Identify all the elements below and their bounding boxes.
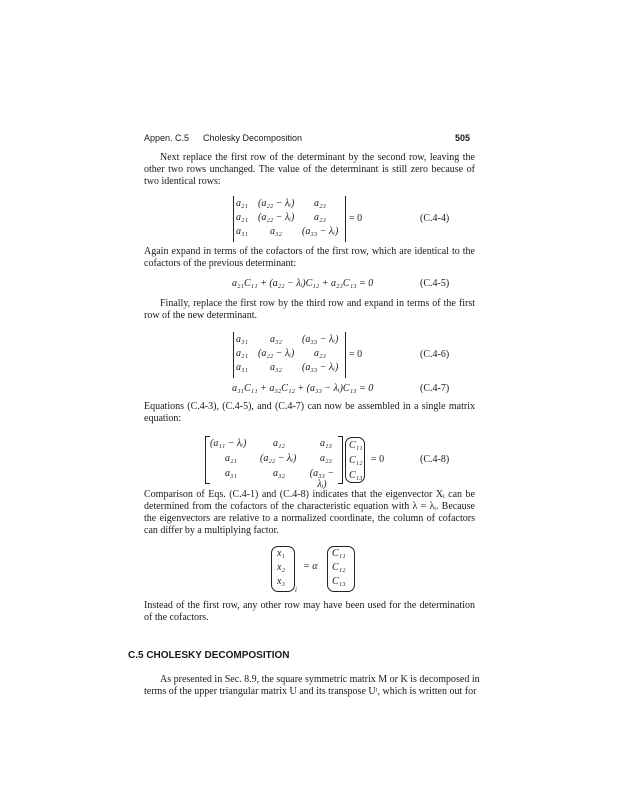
- text-line: Comparison of Eqs. (C.4-1) and (C.4-8) indicates that the eigenvector Xᵢ can be: [144, 489, 475, 500]
- subscript: i: [295, 586, 297, 594]
- text-line: row of the new determinant.: [144, 310, 258, 321]
- page-number: 505: [455, 133, 471, 143]
- equation-c4-5: a₂₁C₁₁ + (a₂₂ − λᵢ)C₁₂ + a₂₃C₁₃ = 0: [232, 278, 374, 289]
- vector-cell: x₂: [277, 562, 285, 573]
- right-bracket: [338, 436, 343, 484]
- text-line: determined from the cofactors of the characteristic equation with λ = λᵢ. Because: [144, 501, 475, 512]
- text-line: Finally, replace the first row by the third row and expand in terms of the first: [160, 298, 475, 309]
- matrix-cell: a₃₂: [273, 468, 285, 479]
- vector-cell: C₁₂: [349, 455, 363, 466]
- equals-zero: = 0: [349, 349, 363, 360]
- matrix-cell: (a₂₂ − λᵢ): [258, 348, 295, 359]
- matrix-cell: (a₃₃ − λᵢ): [302, 334, 339, 345]
- matrix-cell: a₃₁: [225, 468, 237, 479]
- text-line: Next replace the first row of the determinant by the second row, leaving the: [160, 152, 475, 163]
- matrix-cell: a₃₂: [270, 362, 282, 373]
- matrix-cell: (a₃₃ − λᵢ): [302, 226, 339, 237]
- equation-label: (C.4-6): [420, 349, 450, 360]
- vector-cell: C₁₃: [349, 470, 363, 481]
- equals-alpha: = α: [303, 561, 318, 572]
- matrix-cell: a₂₃: [320, 453, 332, 464]
- matrix-cell: (a₂₂ − λᵢ): [260, 453, 297, 464]
- matrix-cell: (a₂₂ − λᵢ): [258, 198, 295, 209]
- determinant: [233, 332, 346, 378]
- matrix-cell: a₂₁: [236, 212, 248, 223]
- running-header-section: Appen. C.5: [144, 133, 190, 143]
- equals-zero: = 0: [349, 213, 363, 224]
- matrix-cell: a₃₁: [236, 362, 248, 373]
- text-line: of the cofactors.: [144, 612, 209, 623]
- vector-cell: x₃: [277, 576, 285, 587]
- equation-label: (C.4-8): [420, 454, 450, 465]
- text-line: cofactors of the previous determinant:: [144, 258, 297, 269]
- matrix-cell: a₂₃: [314, 212, 326, 223]
- running-header-title: Cholesky Decomposition: [203, 133, 303, 143]
- section-heading: C.5 CHOLESKY DECOMPOSITION: [128, 650, 290, 661]
- matrix-cell: a₃₂: [270, 334, 282, 345]
- matrix-cell: a₁₂: [273, 438, 285, 449]
- text-line: As presented in Sec. 8.9, the square symmetric matrix M or K is decomposed in: [160, 674, 480, 685]
- vector-cell: C₁₂: [332, 562, 346, 573]
- equation-label: (C.4-7): [420, 383, 450, 394]
- text-line: other two rows unchanged. The value of the determinant is still zero because of: [144, 164, 475, 175]
- matrix-cell: (a₂₂ − λᵢ): [258, 212, 295, 223]
- text-line: two identical rows:: [144, 176, 221, 187]
- vector-cell: C₁₁: [349, 440, 363, 451]
- equals-zero: = 0: [371, 454, 385, 465]
- matrix-cell: a₁₃: [320, 438, 332, 449]
- equation-label: (C.4-4): [420, 213, 450, 224]
- cofactor-vector: [349, 438, 363, 483]
- text-line: can differ by a multiplying factor.: [144, 525, 279, 536]
- matrix-cell: a₂₃: [314, 348, 326, 359]
- text-line: equation:: [144, 413, 182, 424]
- text-line: Again expand in terms of the cofactors of the first row, which are identical to the: [144, 246, 475, 257]
- text-line: Equations (C.4-3), (C.4-5), and (C.4-7) can now be assembled in a single matrix: [144, 401, 475, 412]
- matrix-cell: a₂₁: [236, 198, 248, 209]
- vector-cell: C₁₁: [332, 548, 346, 559]
- matrix-cell: (a₁₁ − λᵢ): [210, 438, 247, 449]
- equation-c4-7: a₃₁C₁₁ + a₃₂C₁₂ + (a₃₃ − λᵢ)C₁₃ = 0: [232, 383, 374, 394]
- determinant: [233, 196, 346, 242]
- matrix-cell: (a₃₃ − λᵢ): [309, 468, 335, 490]
- equation-label: (C.4-5): [420, 278, 450, 289]
- text-line: terms of the upper triangular matrix U and its transpose Uᵗ, which is written out for: [144, 686, 477, 697]
- matrix-cell: a₃₁: [236, 334, 248, 345]
- matrix-cell: a₂₁: [236, 348, 248, 359]
- matrix-cell: (a₃₃ − λᵢ): [302, 362, 339, 373]
- text-line: Instead of the first row, any other row may have been used for the determination: [144, 600, 475, 611]
- matrix-cell: a₂₃: [314, 198, 326, 209]
- matrix-cell: a₃₁: [236, 226, 248, 237]
- matrix-cell: a₃₂: [270, 226, 282, 237]
- vector-cell: C₁₃: [332, 576, 346, 587]
- matrix-cell: a₂₁: [225, 453, 237, 464]
- text-line: the eigenvectors are relative to a normalized coordinate, the column of cofactors: [144, 513, 475, 524]
- vector-cell: x₁: [277, 548, 285, 559]
